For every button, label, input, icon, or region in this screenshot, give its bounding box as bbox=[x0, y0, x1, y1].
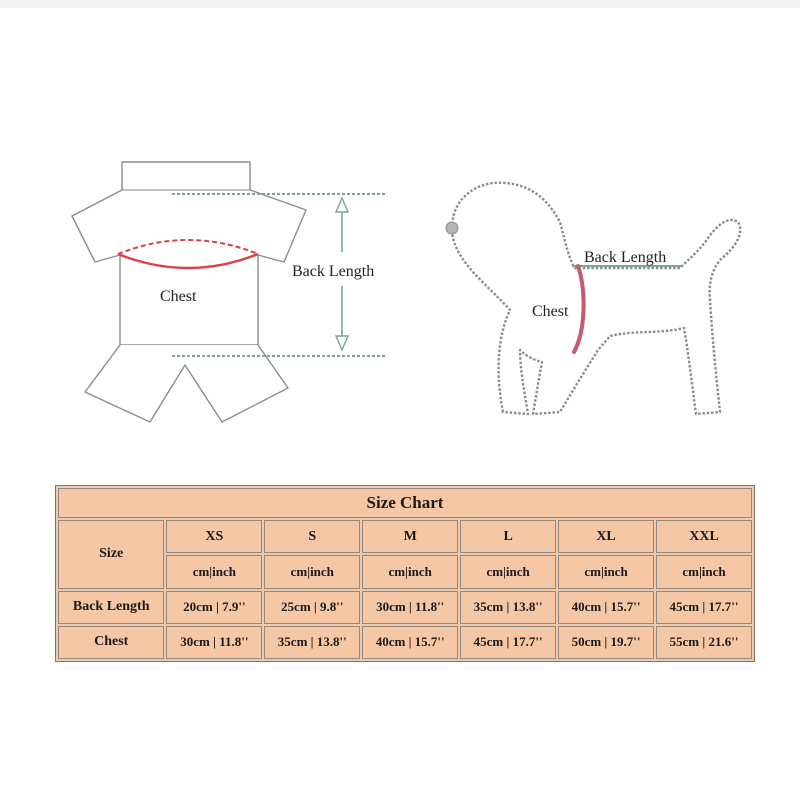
dog-outline bbox=[446, 183, 740, 414]
row-label-chest: Chest bbox=[58, 626, 164, 659]
garment-chest-label: Chest bbox=[160, 288, 197, 305]
table-cell: 35cm | 13.8'' bbox=[264, 626, 360, 659]
table-cell: 40cm | 15.7'' bbox=[558, 591, 654, 624]
unit-m: cm|inch bbox=[362, 555, 458, 588]
unit-xl: cm|inch bbox=[558, 555, 654, 588]
table-cell: 35cm | 13.8'' bbox=[460, 591, 556, 624]
size-chart bbox=[55, 485, 755, 662]
size-xs: XS bbox=[166, 520, 262, 553]
size-s: S bbox=[264, 520, 360, 553]
dog-back-length-label: Back Length bbox=[584, 249, 667, 266]
table-cell: 40cm | 15.7'' bbox=[362, 626, 458, 659]
table-cell: 20cm | 7.9'' bbox=[166, 591, 262, 624]
table-row bbox=[58, 591, 752, 624]
size-xxl: XXL bbox=[656, 520, 752, 553]
unit-s: cm|inch bbox=[264, 555, 360, 588]
unit-l: cm|inch bbox=[460, 555, 556, 588]
table-cell: 55cm | 21.6'' bbox=[656, 626, 752, 659]
size-l: L bbox=[460, 520, 556, 553]
size-header: Size bbox=[58, 520, 164, 589]
table-cell: 30cm | 11.8'' bbox=[166, 626, 262, 659]
garment-back-length-label: Back Length bbox=[292, 263, 375, 280]
size-chart-title: Size Chart bbox=[58, 488, 752, 518]
row-label-back-length: Back Length bbox=[58, 591, 164, 624]
table-cell: 45cm | 17.7'' bbox=[460, 626, 556, 659]
unit-xxl: cm|inch bbox=[656, 555, 752, 588]
table-cell: 25cm | 9.8'' bbox=[264, 591, 360, 624]
table-cell: 45cm | 17.7'' bbox=[656, 591, 752, 624]
size-xl: XL bbox=[558, 520, 654, 553]
size-chart-table bbox=[56, 486, 754, 661]
dog-chest-label: Chest bbox=[532, 303, 569, 320]
size-m: M bbox=[362, 520, 458, 553]
unit-xs: cm|inch bbox=[166, 555, 262, 588]
table-cell: 30cm | 11.8'' bbox=[362, 591, 458, 624]
table-row bbox=[58, 626, 752, 659]
table-cell: 50cm | 19.7'' bbox=[558, 626, 654, 659]
